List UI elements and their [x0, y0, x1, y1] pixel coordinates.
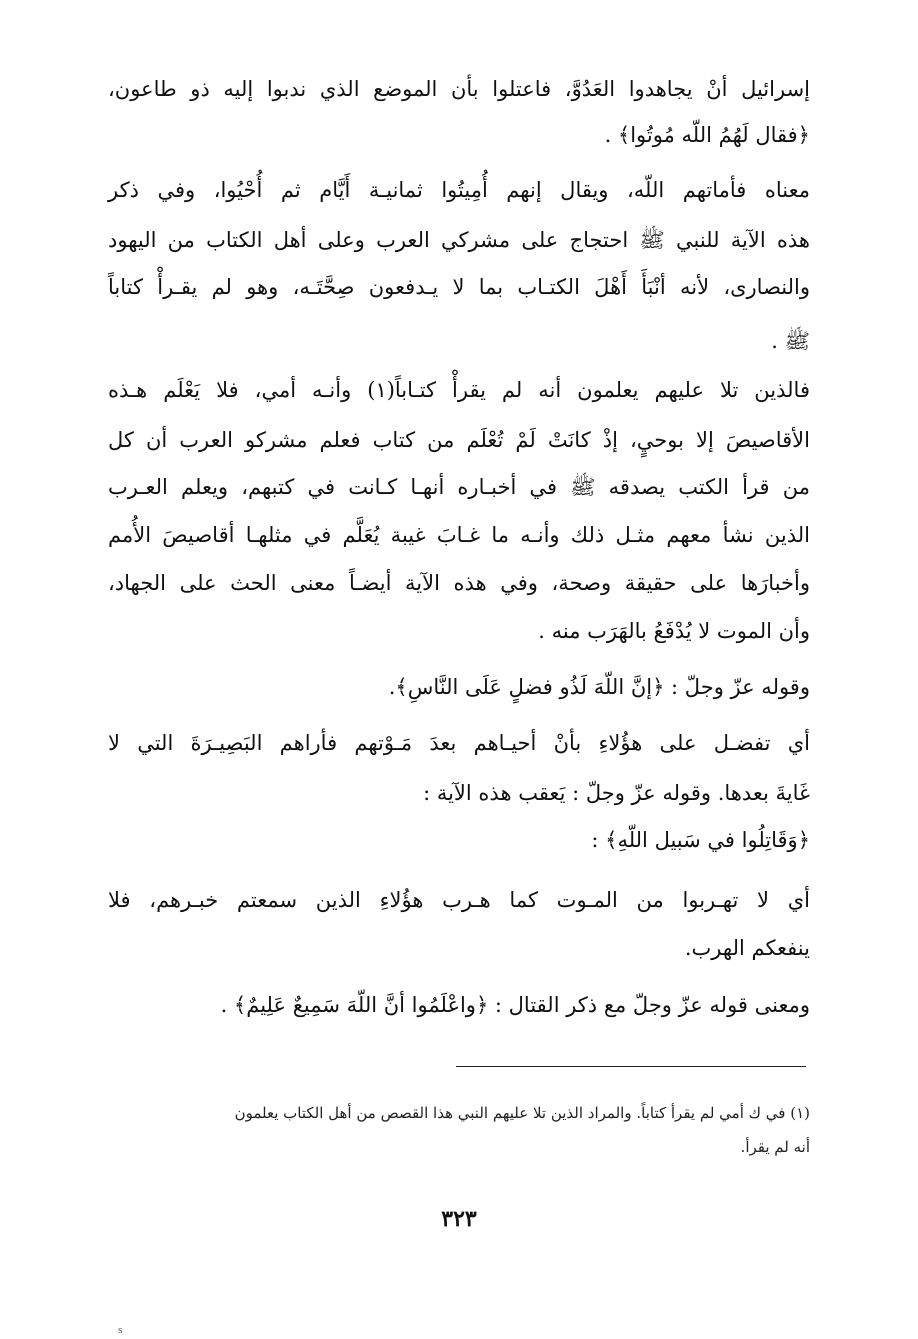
body-line: معناه فأماتهم اللّه، ويقال إنهم أُمِيتُوا ثمانيـة أَيَّام ثم أُحْيُوا، وفي ذكر: [108, 178, 810, 202]
body-line: الأقاصيصَ إلا بوحيٍ، إذْ كانَتْ لَمْ تُعْلَم من كتاب فعلم مشركو العرب أن كل: [108, 428, 810, 452]
body-line: أي تفضـل على هؤُلاءِ بأنْ أحيـاهم بعدَ مَـوْتهم فأراهم البَصِيـرَةَ التي لا: [108, 731, 810, 755]
page-number: ٣٢٣: [441, 1206, 477, 1232]
body-line: إسرائيل أنْ يجاهدوا العَدُوَّ، فاعتلوا بأن الموضع الذي ندبوا إليه ذو طاعون،: [108, 77, 810, 101]
body-line: غَايةَ بعدها. وقوله عزّ وجلّ : يَعقب هذه الآية :: [423, 781, 810, 805]
footnote-separator: [456, 1066, 806, 1067]
body-line: وقوله عزّ وجلّ : ﴿إنَّ اللّهَ لَذُو فضلٍ عَلَى النَّاسِ﴾.: [388, 675, 810, 699]
body-line: وأخبارَها على حقيقة وصحة، وفي هذه الآية أيضـاً معنى الحث على الجهاد،: [108, 571, 810, 595]
body-line: أي لا تهـربوا من المـوت كما هـرب هؤُلاءِ الذين سمعتم خبـرهم، فلا: [108, 888, 810, 912]
footnote-line: (١) في ك أمي لم يقرأ كتاباً. والمراد الذين تلا عليهم النبي هذا القصص من أهل الكتاب يعلمون: [234, 1104, 810, 1122]
body-line: والنصارى، لأنه أنْبَأَ أَهْلَ الكتـاب بما لا يـدفعون صِحَّتَـه، وهو لم يقـرأْ كتاباً: [108, 275, 810, 299]
body-line: ﷺ .: [771, 329, 810, 353]
body-line: وأن الموت لا يُدْفَعُ بالهَرَب منه .: [538, 619, 810, 643]
body-line: فالذين تلا عليهم يعلمون أنه لم يقرأْ كتـاباً(١) وأنـه أمي، فلا يَعْلَم هـذه: [108, 378, 810, 402]
footnote-line: أنه لم يقرأ.: [740, 1138, 810, 1156]
margin-mark: s: [118, 1326, 123, 1336]
body-line: ومعنى قوله عزّ وجلّ مع ذكر القتال : ﴿واعْلَمُوا أنَّ اللّهَ سَمِيعٌ عَلِيمٌ﴾ .: [220, 993, 810, 1017]
body-line: من قرأ الكتب يصدقه ﷺ في أخبـاره أنهـا كـانت في كتبهم، ويعلم العـرب: [108, 475, 810, 499]
body-line: الذين نشأ معهم مثـل ذلك وأنـه ما غـابَ غيبة يُعَلَّم في مثلهـا أقاصيصَ الأُمم: [108, 523, 810, 547]
body-line: ﴿وَقَاتِلُوا في سَبيل اللّهِ﴾ :: [591, 828, 810, 852]
body-line: ﴿فقال لَهُمُ اللّه مُوتُوا﴾ .: [604, 123, 810, 147]
body-line: ينفعكم الهرب.: [684, 936, 810, 960]
body-line: هذه الآية للنبي ﷺ احتجاج على مشركي العرب وعلى أهل الكتاب من اليهود: [108, 228, 810, 252]
